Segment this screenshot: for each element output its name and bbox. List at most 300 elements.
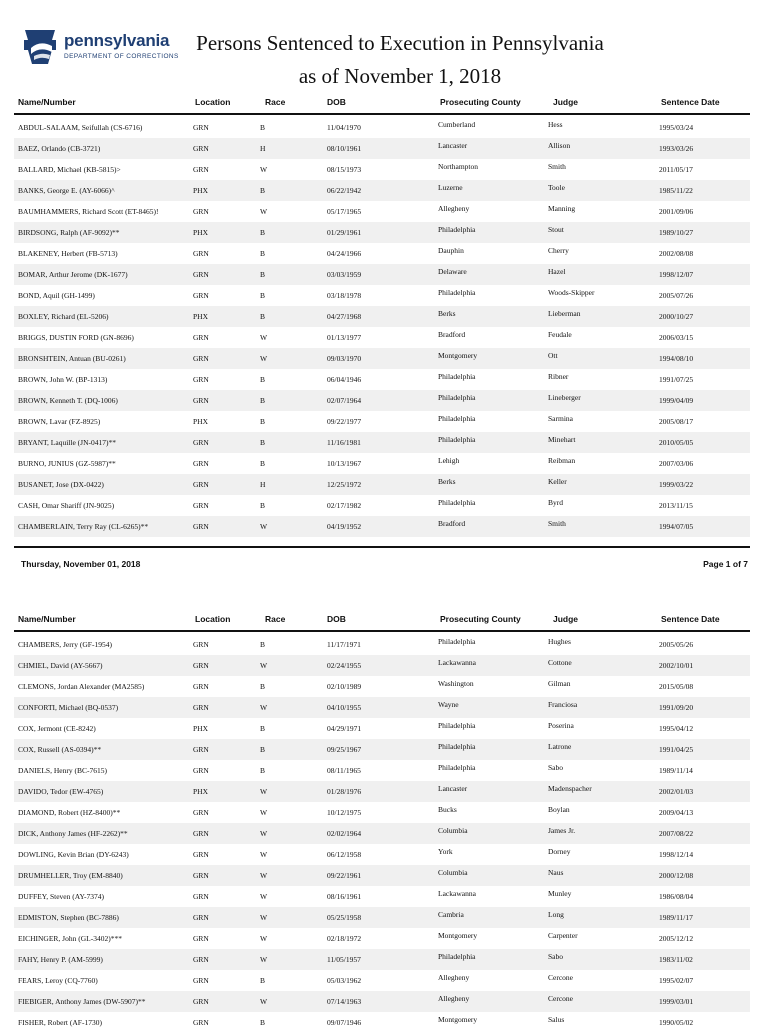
- cell-location: GRN: [193, 522, 209, 531]
- cell-judge: Poserina: [548, 721, 574, 730]
- cell-dob: 09/03/1970: [327, 354, 362, 363]
- cell-dob: 02/02/1964: [327, 829, 362, 838]
- cell-dob: 09/25/1967: [327, 745, 362, 754]
- table-row: [14, 390, 750, 411]
- cell-race: W: [260, 871, 268, 880]
- cell-dob: 05/25/1958: [327, 913, 362, 922]
- cell-race: W: [260, 934, 268, 943]
- cell-judge: Cercone: [548, 994, 573, 1003]
- cell-county: Columbia: [438, 868, 468, 877]
- cell-location: GRN: [193, 913, 209, 922]
- cell-county: Cambria: [438, 910, 464, 919]
- page-subtitle: as of November 1, 2018: [298, 64, 502, 88]
- cell-name: EICHINGER, John (GL-3402)***: [18, 934, 122, 943]
- cell-sentence-date: 1991/04/25: [659, 745, 694, 754]
- cell-judge: Long: [548, 910, 564, 919]
- cell-race: B: [260, 396, 266, 405]
- cell-name: BUSANET, Jose (DX-0422): [18, 480, 104, 489]
- cell-dob: 11/05/1957: [327, 955, 361, 964]
- cell-sentence-date: 2010/05/05: [659, 438, 694, 447]
- cell-dob: 06/22/1942: [327, 186, 362, 195]
- cell-county: Montgomery: [438, 1015, 478, 1024]
- cell-judge: Cottone: [548, 658, 572, 667]
- table-row: [14, 285, 750, 306]
- cell-judge: Sabo: [548, 952, 563, 961]
- cell-location: GRN: [193, 501, 209, 510]
- cell-county: Philadelphia: [438, 742, 476, 751]
- col-dob: DOB: [327, 97, 346, 107]
- cell-judge: Hazel: [548, 267, 566, 276]
- cell-county: Lackawanna: [438, 889, 476, 898]
- cell-name: DAVIDO, Tedor (EW-4765): [18, 787, 104, 796]
- footer-page-number: Page 1 of 7: [703, 559, 748, 569]
- cell-sentence-date: 2011/05/17: [659, 165, 693, 174]
- cell-sentence-date: 2005/07/26: [659, 291, 694, 300]
- cell-race: B: [260, 682, 266, 691]
- table-row: [14, 823, 750, 844]
- cell-judge: Cherry: [548, 246, 569, 255]
- cell-race: B: [260, 438, 266, 447]
- cell-sentence-date: 1993/03/26: [659, 144, 694, 153]
- cell-name: COX, Jermont (CE-8242): [18, 724, 96, 733]
- cell-race: W: [260, 829, 268, 838]
- cell-race: W: [260, 522, 268, 531]
- cell-race: H: [260, 144, 266, 153]
- cell-race: B: [260, 976, 266, 985]
- cell-location: GRN: [193, 480, 209, 489]
- page-footer: [14, 559, 750, 573]
- cell-location: GRN: [193, 892, 209, 901]
- cell-dob: 02/18/1972: [327, 934, 362, 943]
- keystone-icon: [22, 26, 58, 66]
- cell-judge: Sarmina: [548, 414, 573, 423]
- cell-sentence-date: 1991/09/20: [659, 703, 694, 712]
- cell-sentence-date: 2005/08/17: [659, 417, 694, 426]
- col-sentence-date: Sentence Date: [661, 614, 720, 624]
- logo-subtitle: DEPARTMENT OF CORRECTIONS: [64, 53, 179, 60]
- cell-dob: 02/24/1955: [327, 661, 362, 670]
- cell-race: W: [260, 703, 268, 712]
- cell-sentence-date: 1990/05/02: [659, 1018, 694, 1027]
- cell-dob: 01/29/1961: [327, 228, 362, 237]
- table-row: [14, 739, 750, 760]
- cell-name: DICK, Anthony James (HF-2262)**: [18, 829, 128, 838]
- cell-race: B: [260, 291, 266, 300]
- cell-location: GRN: [193, 766, 209, 775]
- table-row: [14, 369, 750, 390]
- cell-name: BROWN, Kenneth T. (DQ-1006): [18, 396, 118, 405]
- cell-county: Columbia: [438, 826, 468, 835]
- cell-sentence-date: 1999/03/01: [659, 997, 694, 1006]
- cell-judge: James Jr.: [548, 826, 576, 835]
- cell-race: H: [260, 480, 266, 489]
- cell-location: GRN: [193, 1018, 209, 1027]
- cell-location: GRN: [193, 745, 209, 754]
- cell-judge: Byrd: [548, 498, 563, 507]
- cell-judge: Cercone: [548, 973, 573, 982]
- cell-race: W: [260, 207, 268, 216]
- cell-sentence-date: 1991/07/25: [659, 375, 694, 384]
- table-row: [14, 159, 750, 180]
- cell-location: PHX: [193, 312, 209, 321]
- cell-dob: 10/13/1967: [327, 459, 362, 468]
- cell-name: BLAKENEY, Herbert (FB-5713): [18, 249, 118, 258]
- cell-race: B: [260, 186, 266, 195]
- cell-name: BALLARD, Michael (KB-5815)>: [18, 165, 121, 174]
- cell-sentence-date: 1989/11/14: [659, 766, 693, 775]
- cell-race: W: [260, 997, 268, 1006]
- cell-county: Bucks: [438, 805, 457, 814]
- cell-sentence-date: 2005/12/12: [659, 934, 694, 943]
- col-name: Name/Number: [18, 614, 76, 624]
- cell-judge: Smith: [548, 162, 566, 171]
- cell-sentence-date: 1994/07/05: [659, 522, 694, 531]
- cell-location: GRN: [193, 955, 209, 964]
- cell-name: CHAMBERS, Jerry (GF-1954): [18, 640, 112, 649]
- cell-name: FAHY, Henry P. (AM-5999): [18, 955, 103, 964]
- cell-dob: 03/03/1959: [327, 270, 362, 279]
- cell-judge: Latrone: [548, 742, 572, 751]
- table-row: [14, 676, 750, 697]
- cell-judge: Woods-Skipper: [548, 288, 595, 297]
- cell-county: Montgomery: [438, 931, 478, 940]
- cell-dob: 03/18/1978: [327, 291, 362, 300]
- cell-county: Washington: [438, 679, 474, 688]
- cell-county: Philadelphia: [438, 763, 476, 772]
- cell-race: W: [260, 333, 268, 342]
- header-rule: [14, 113, 750, 115]
- cell-name: DANIELS, Henry (BC-7615): [18, 766, 107, 775]
- table-row: [14, 180, 750, 201]
- cell-sentence-date: 1989/11/17: [659, 913, 693, 922]
- cell-county: Philadelphia: [438, 721, 476, 730]
- table-row: [14, 844, 750, 865]
- cell-sentence-date: 1999/03/22: [659, 480, 694, 489]
- cell-race: B: [260, 417, 266, 426]
- cell-sentence-date: 2000/12/08: [659, 871, 694, 880]
- table-row: [14, 802, 750, 823]
- cell-dob: 08/10/1961: [327, 144, 362, 153]
- cell-name: BOXLEY, Richard (EL-5206): [18, 312, 109, 321]
- cell-dob: 08/11/1965: [327, 766, 361, 775]
- cell-judge: Carpenter: [548, 931, 578, 940]
- cell-judge: Ribner: [548, 372, 569, 381]
- table-row: [14, 474, 750, 495]
- cell-sentence-date: 2006/03/15: [659, 333, 694, 342]
- cell-name: BRIGGS, DUSTIN FORD (GN-8696): [18, 333, 134, 342]
- cell-location: GRN: [193, 808, 209, 817]
- cell-race: B: [260, 724, 266, 733]
- cell-judge: Franciosa: [548, 700, 578, 709]
- cell-race: B: [260, 270, 266, 279]
- cell-location: GRN: [193, 934, 209, 943]
- cell-judge: Lieberman: [548, 309, 581, 318]
- table-row: [14, 453, 750, 474]
- table-body: [14, 634, 750, 1033]
- cell-location: GRN: [193, 165, 209, 174]
- logo-name: pennsylvania: [64, 31, 170, 50]
- table-row: [14, 697, 750, 718]
- cell-judge: Madenspacher: [548, 784, 592, 793]
- cell-location: GRN: [193, 207, 209, 216]
- cell-location: GRN: [193, 123, 209, 132]
- cell-sentence-date: 2005/05/26: [659, 640, 694, 649]
- cell-sentence-date: 2000/10/27: [659, 312, 694, 321]
- cell-sentence-date: 1995/04/12: [659, 724, 694, 733]
- cell-name: DIAMOND, Robert (HZ-8400)**: [18, 808, 121, 817]
- cell-name: FIEBIGER, Anthony James (DW-5907)**: [18, 997, 146, 1006]
- cell-dob: 05/17/1965: [327, 207, 362, 216]
- cell-race: W: [260, 913, 268, 922]
- cell-judge: Keller: [548, 477, 567, 486]
- table-row: [14, 1012, 750, 1033]
- cell-sentence-date: 2001/09/06: [659, 207, 694, 216]
- cell-race: W: [260, 787, 268, 796]
- cell-dob: 07/14/1963: [327, 997, 362, 1006]
- col-name: Name/Number: [18, 97, 76, 107]
- cell-county: Philadelphia: [438, 414, 476, 423]
- table-row: [14, 928, 750, 949]
- cell-name: FEARS, Leroy (CQ-7760): [18, 976, 98, 985]
- cell-dob: 11/04/1970: [327, 123, 361, 132]
- col-location: Location: [195, 97, 231, 107]
- table-row: [14, 306, 750, 327]
- table-row: [14, 970, 750, 991]
- cell-dob: 08/15/1973: [327, 165, 362, 174]
- cell-location: GRN: [193, 850, 209, 859]
- cell-county: Philadelphia: [438, 435, 476, 444]
- cell-name: BAEZ, Orlando (CB-3721): [18, 144, 101, 153]
- cell-judge: Allison: [548, 141, 571, 150]
- cell-county: Lehigh: [438, 456, 460, 465]
- cell-name: EDMISTON, Stephen (BC-7886): [18, 913, 119, 922]
- cell-county: Lancaster: [438, 141, 468, 150]
- cell-judge: Feudale: [548, 330, 572, 339]
- cell-race: B: [260, 745, 266, 754]
- table-row: [14, 411, 750, 432]
- cell-dob: 11/16/1981: [327, 438, 361, 447]
- cell-race: B: [260, 123, 266, 132]
- cell-location: GRN: [193, 459, 209, 468]
- cell-judge: Lineberger: [548, 393, 581, 402]
- cell-race: W: [260, 850, 268, 859]
- table-row: [14, 516, 750, 537]
- cell-name: DRUMHELLER, Troy (EM-8840): [18, 871, 123, 880]
- header-rule: [14, 630, 750, 632]
- col-county: Prosecuting County: [440, 614, 521, 624]
- cell-dob: 04/19/1952: [327, 522, 362, 531]
- col-race: Race: [265, 97, 286, 107]
- cell-name: CHAMBERLAIN, Terry Ray (CL-6265)**: [18, 522, 149, 531]
- cell-judge: Gilman: [548, 679, 571, 688]
- cell-sentence-date: 1998/12/14: [659, 850, 694, 859]
- cell-race: W: [260, 661, 268, 670]
- cell-name: BAUMHAMMERS, Richard Scott (ET-8465)!: [18, 207, 159, 216]
- cell-race: B: [260, 312, 266, 321]
- cell-judge: Minehart: [548, 435, 576, 444]
- cell-location: GRN: [193, 682, 209, 691]
- cell-county: Allegheny: [438, 973, 470, 982]
- cell-location: GRN: [193, 703, 209, 712]
- col-dob: DOB: [327, 614, 346, 624]
- cell-county: Philadelphia: [438, 288, 476, 297]
- cell-location: GRN: [193, 396, 209, 405]
- table-row: [14, 781, 750, 802]
- cell-sentence-date: 2002/01/03: [659, 787, 694, 796]
- cell-dob: 09/22/1977: [327, 417, 362, 426]
- cell-sentence-date: 2007/08/22: [659, 829, 694, 838]
- table-body: [14, 117, 750, 537]
- cell-location: PHX: [193, 417, 209, 426]
- footer-date: Thursday, November 01, 2018: [21, 559, 141, 569]
- table-row: [14, 949, 750, 970]
- cell-name: CHMIEL, David (AY-5667): [18, 661, 103, 670]
- cell-county: Philadelphia: [438, 637, 476, 646]
- cell-race: B: [260, 766, 266, 775]
- cell-dob: 05/03/1962: [327, 976, 362, 985]
- cell-location: PHX: [193, 228, 209, 237]
- table-row: [14, 222, 750, 243]
- cell-dob: 02/10/1989: [327, 682, 362, 691]
- table-row: [14, 718, 750, 739]
- cell-name: BRYANT, Laquille (JN-0417)**: [18, 438, 116, 447]
- cell-location: GRN: [193, 354, 209, 363]
- cell-location: GRN: [193, 249, 209, 258]
- table-row: [14, 201, 750, 222]
- cell-name: CASH, Omar Shariff (JN-9025): [18, 501, 115, 510]
- cell-county: Luzerne: [438, 183, 463, 192]
- cell-county: Montgomery: [438, 351, 478, 360]
- cell-location: PHX: [193, 724, 209, 733]
- cell-judge: Stout: [548, 225, 564, 234]
- cell-county: York: [438, 847, 453, 856]
- cell-sentence-date: 1983/11/02: [659, 955, 693, 964]
- cell-name: BIRDSONG, Ralph (AF-9092)**: [18, 228, 120, 237]
- cell-county: Delaware: [438, 267, 467, 276]
- cell-name: ABDUL-SALAAM, Seifullah (CS-6716): [18, 123, 143, 132]
- cell-location: GRN: [193, 871, 209, 880]
- cell-judge: Hess: [548, 120, 563, 129]
- cell-county: Lackawanna: [438, 658, 476, 667]
- cell-race: B: [260, 1018, 266, 1027]
- cell-name: BRONSHTEIN, Antuan (BU-0261): [18, 354, 126, 363]
- cell-dob: 04/10/1955: [327, 703, 362, 712]
- cell-county: Northampton: [438, 162, 478, 171]
- cell-name: BURNO, JUNIUS (GZ-5987)**: [18, 459, 116, 468]
- cell-sentence-date: 1995/03/24: [659, 123, 694, 132]
- footer-rule: [14, 546, 750, 548]
- table-row: [14, 907, 750, 928]
- cell-name: CLEMONS, Jordan Alexander (MA2585): [18, 682, 145, 691]
- cell-sentence-date: 1986/08/04: [659, 892, 694, 901]
- cell-race: B: [260, 249, 266, 258]
- cell-sentence-date: 1998/12/07: [659, 270, 694, 279]
- col-race: Race: [265, 614, 286, 624]
- cell-county: Philadelphia: [438, 372, 476, 381]
- table-row: [14, 886, 750, 907]
- cell-name: COX, Russell (AS-0394)**: [18, 745, 102, 754]
- cell-race: W: [260, 892, 268, 901]
- col-judge: Judge: [553, 614, 579, 624]
- cell-judge: Naus: [548, 868, 564, 877]
- cell-judge: Salus: [548, 1015, 565, 1024]
- cell-location: GRN: [193, 375, 209, 384]
- table-row: [14, 865, 750, 886]
- cell-county: Philadelphia: [438, 952, 476, 961]
- table-row: [14, 655, 750, 676]
- cell-dob: 04/24/1966: [327, 249, 362, 258]
- cell-judge: Smith: [548, 519, 566, 528]
- cell-sentence-date: 2007/03/06: [659, 459, 694, 468]
- cell-name: BROWN, Lavar (FZ-8925): [18, 417, 101, 426]
- cell-name: BOMAR, Arthur Jerome (DK-1677): [18, 270, 128, 279]
- cell-county: Allegheny: [438, 204, 470, 213]
- cell-dob: 08/16/1961: [327, 892, 362, 901]
- cell-location: GRN: [193, 291, 209, 300]
- cell-county: Cumberland: [438, 120, 476, 129]
- cell-name: BANKS, George E. (AY-6066)^: [18, 186, 115, 195]
- cell-name: BOND, Aquil (GH-1499): [18, 291, 95, 300]
- cell-dob: 11/17/1971: [327, 640, 361, 649]
- cell-dob: 09/07/1946: [327, 1018, 362, 1027]
- cell-race: W: [260, 354, 268, 363]
- cell-sentence-date: 2009/04/13: [659, 808, 694, 817]
- cell-sentence-date: 1985/11/22: [659, 186, 693, 195]
- cell-location: GRN: [193, 661, 209, 670]
- cell-county: Berks: [438, 309, 456, 318]
- cell-race: W: [260, 955, 268, 964]
- cell-county: Dauphin: [438, 246, 464, 255]
- table-row: [14, 634, 750, 655]
- table-row: [14, 117, 750, 138]
- table-header: [14, 97, 750, 111]
- col-county: Prosecuting County: [440, 97, 521, 107]
- cell-location: PHX: [193, 186, 209, 195]
- cell-county: Philadelphia: [438, 225, 476, 234]
- cell-county: Wayne: [438, 700, 459, 709]
- cell-sentence-date: 2002/08/08: [659, 249, 694, 258]
- cell-race: B: [260, 228, 266, 237]
- cell-county: Bradford: [438, 519, 466, 528]
- cell-sentence-date: 2013/11/15: [659, 501, 693, 510]
- cell-county: Berks: [438, 477, 456, 486]
- cell-name: DOWLING, Kevin Brian (DY-6243): [18, 850, 129, 859]
- cell-location: GRN: [193, 144, 209, 153]
- cell-judge: Boylan: [548, 805, 570, 814]
- table-header: [14, 614, 750, 628]
- page-title: Persons Sentenced to Execution in Pennsylvania: [196, 31, 604, 55]
- table-row: [14, 432, 750, 453]
- cell-race: B: [260, 640, 266, 649]
- cell-location: GRN: [193, 997, 209, 1006]
- col-sentence-date: Sentence Date: [661, 97, 720, 107]
- cell-judge: Reibman: [548, 456, 576, 465]
- table-row: [14, 243, 750, 264]
- cell-location: GRN: [193, 976, 209, 985]
- table-row: [14, 264, 750, 285]
- cell-dob: 01/13/1977: [327, 333, 362, 342]
- cell-name: DUFFEY, Steven (AY-7374): [18, 892, 105, 901]
- cell-county: Philadelphia: [438, 393, 476, 402]
- cell-dob: 09/22/1961: [327, 871, 362, 880]
- cell-sentence-date: 2015/05/08: [659, 682, 694, 691]
- cell-judge: Dorney: [548, 847, 571, 856]
- cell-location: GRN: [193, 640, 209, 649]
- cell-sentence-date: 1989/10/27: [659, 228, 694, 237]
- cell-dob: 02/17/1982: [327, 501, 362, 510]
- table-row: [14, 495, 750, 516]
- cell-location: GRN: [193, 438, 209, 447]
